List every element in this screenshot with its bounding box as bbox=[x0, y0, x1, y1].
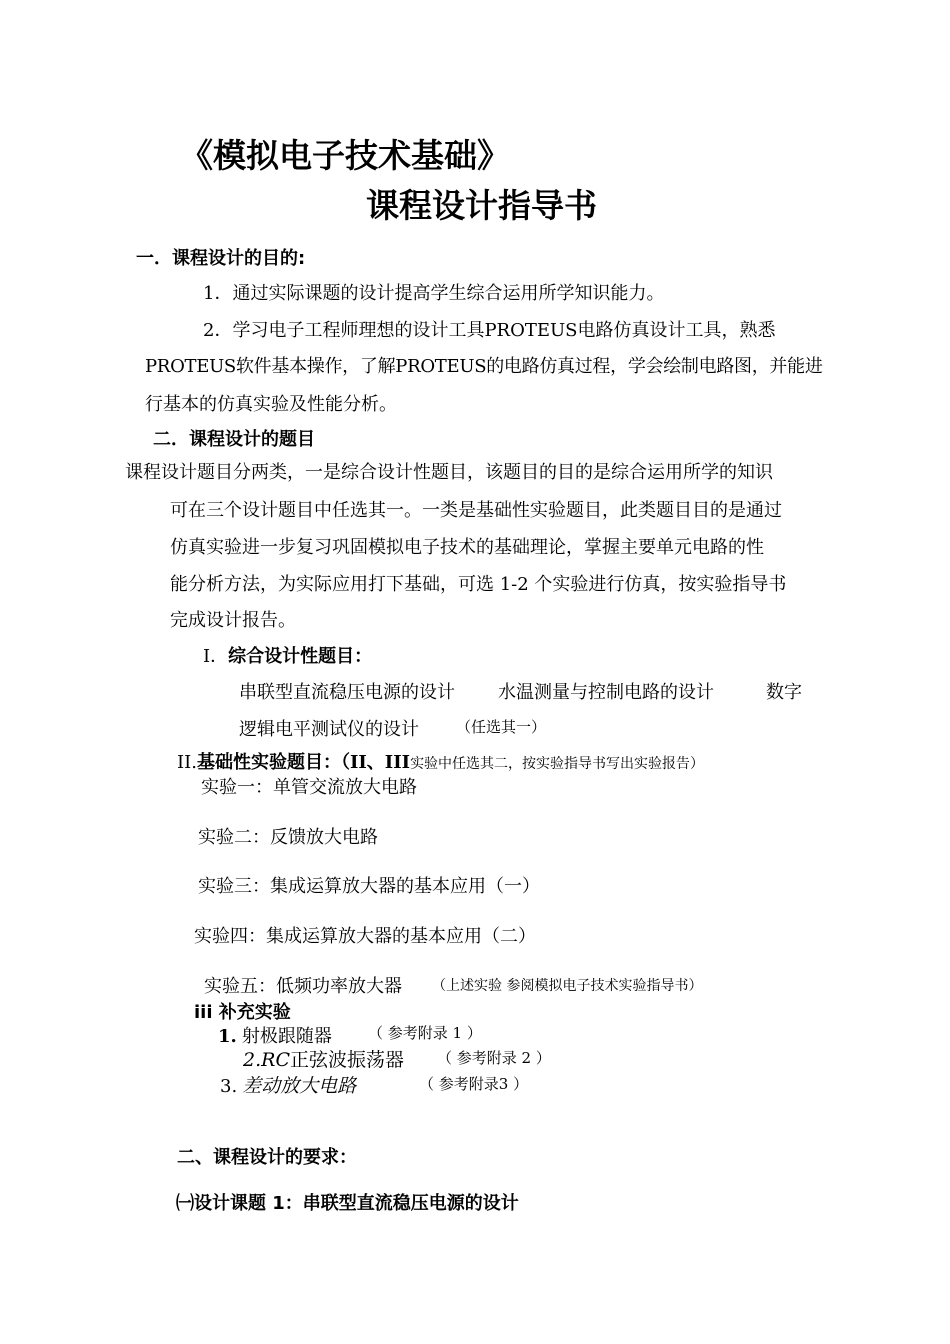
design-topic-1: 串联型直流稳压电源的设计 bbox=[239, 682, 455, 703]
supplement-item-1-note: （ 参考附录 1 ） bbox=[368, 1024, 482, 1042]
group-2-heading-row bbox=[177, 748, 704, 774]
group-2-numeral: II. bbox=[177, 752, 197, 773]
group-2-note: 实验中任选其二，按实验指导书写出实验报告） bbox=[410, 756, 705, 772]
topics-para-line-3: 仿真实验进一步复习巩固模拟电子技术的基础理论，掌握主要单元电路的性 bbox=[170, 537, 764, 558]
topics-para-line-4: 能分析方法，为实际应用打下基础，可选 1-2 个实验进行仿真，按实验指导书 bbox=[170, 574, 787, 595]
group-2-heading-bold: （II、III bbox=[340, 752, 411, 773]
supplement-item-2 bbox=[243, 1045, 404, 1072]
experiment-5: 实验五：低频功率放大器 bbox=[204, 976, 402, 997]
design-topic-3-part-1: 数字 bbox=[766, 682, 802, 703]
topics-para-line-5: 完成设计报告。 bbox=[170, 610, 296, 631]
section-2-heading: 二．课程设计的题目 bbox=[153, 429, 315, 450]
supplement-item-2-rc: RC bbox=[261, 1049, 290, 1071]
supplement-item-3 bbox=[220, 1071, 356, 1098]
design-topic-3-part-2: 逻辑电平测试仪的设计 bbox=[239, 719, 419, 740]
group-1-numeral: I． bbox=[203, 646, 229, 667]
design-task-1-heading: ㈠设计课题 1：串联型直流稳压电源的设计 bbox=[176, 1193, 519, 1214]
experiment-3: 实验三：集成运算放大器的基本应用（一） bbox=[198, 876, 540, 897]
group-1-heading-row bbox=[203, 642, 372, 668]
supplement-item-2-note: （ 参考附录 2 ） bbox=[437, 1049, 551, 1067]
supplement-item-3-text: 差动放大电路 bbox=[242, 1075, 357, 1097]
purpose-item-2-line-2: PROTEUS软件基本操作，了解PROTEUS的电路仿真过程，学会绘制电路图，并能进 bbox=[145, 356, 823, 377]
title-line-2: 课程设计指导书 bbox=[366, 186, 597, 225]
design-topic-2: 水温测量与控制电路的设计 bbox=[498, 682, 714, 703]
supplement-item-3-num: 3. bbox=[220, 1076, 238, 1097]
title-line-1: 《模拟电子技术基础》 bbox=[180, 136, 510, 175]
supplement-item-1-text: 射极跟随器 bbox=[241, 1026, 332, 1047]
group-3-heading: iii 补充实验 bbox=[194, 1002, 291, 1023]
supplement-item-2-num: 2. bbox=[243, 1049, 262, 1071]
purpose-item-2-line-1: 2．学习电子工程师理想的设计工具PROTEUS电路仿真设计工具，熟悉 bbox=[203, 320, 776, 341]
experiment-2: 实验二：反馈放大电路 bbox=[198, 827, 378, 848]
experiment-4: 实验四：集成运算放大器的基本应用（二） bbox=[194, 926, 536, 947]
supplement-item-2-text: 正弦波振荡器 bbox=[289, 1049, 404, 1071]
purpose-item-2-line-3: 行基本的仿真实验及性能分析。 bbox=[145, 394, 397, 415]
experiment-1: 实验一：单管交流放大电路 bbox=[201, 777, 417, 798]
topics-para-line-1: 课程设计题目分两类，一是综合设计性题目，该题目的目的是综合运用所学的知识 bbox=[125, 462, 773, 483]
group-1-heading: 综合设计性题目： bbox=[228, 646, 373, 667]
section-1-heading: 一．课程设计的目的: bbox=[136, 248, 306, 269]
experiment-5-note: （上述实验 参阅模拟电子技术实验指导书） bbox=[432, 978, 703, 994]
topics-para-line-2: 可在三个设计题目中任选其一。一类是基础性实验题目，此类题目目的是通过 bbox=[170, 500, 782, 521]
purpose-item-1: 1．通过实际课题的设计提高学生综合运用所学知识能力。 bbox=[203, 283, 665, 304]
supplement-item-1-num: 1. bbox=[218, 1026, 237, 1047]
section-3-heading: 二、课程设计的要求： bbox=[177, 1147, 357, 1168]
design-topic-note: （任选其一） bbox=[456, 718, 547, 736]
group-2-heading: 基础性实验题目： bbox=[196, 752, 341, 773]
supplement-item-3-note: （ 参考附录3 ） bbox=[419, 1075, 529, 1093]
